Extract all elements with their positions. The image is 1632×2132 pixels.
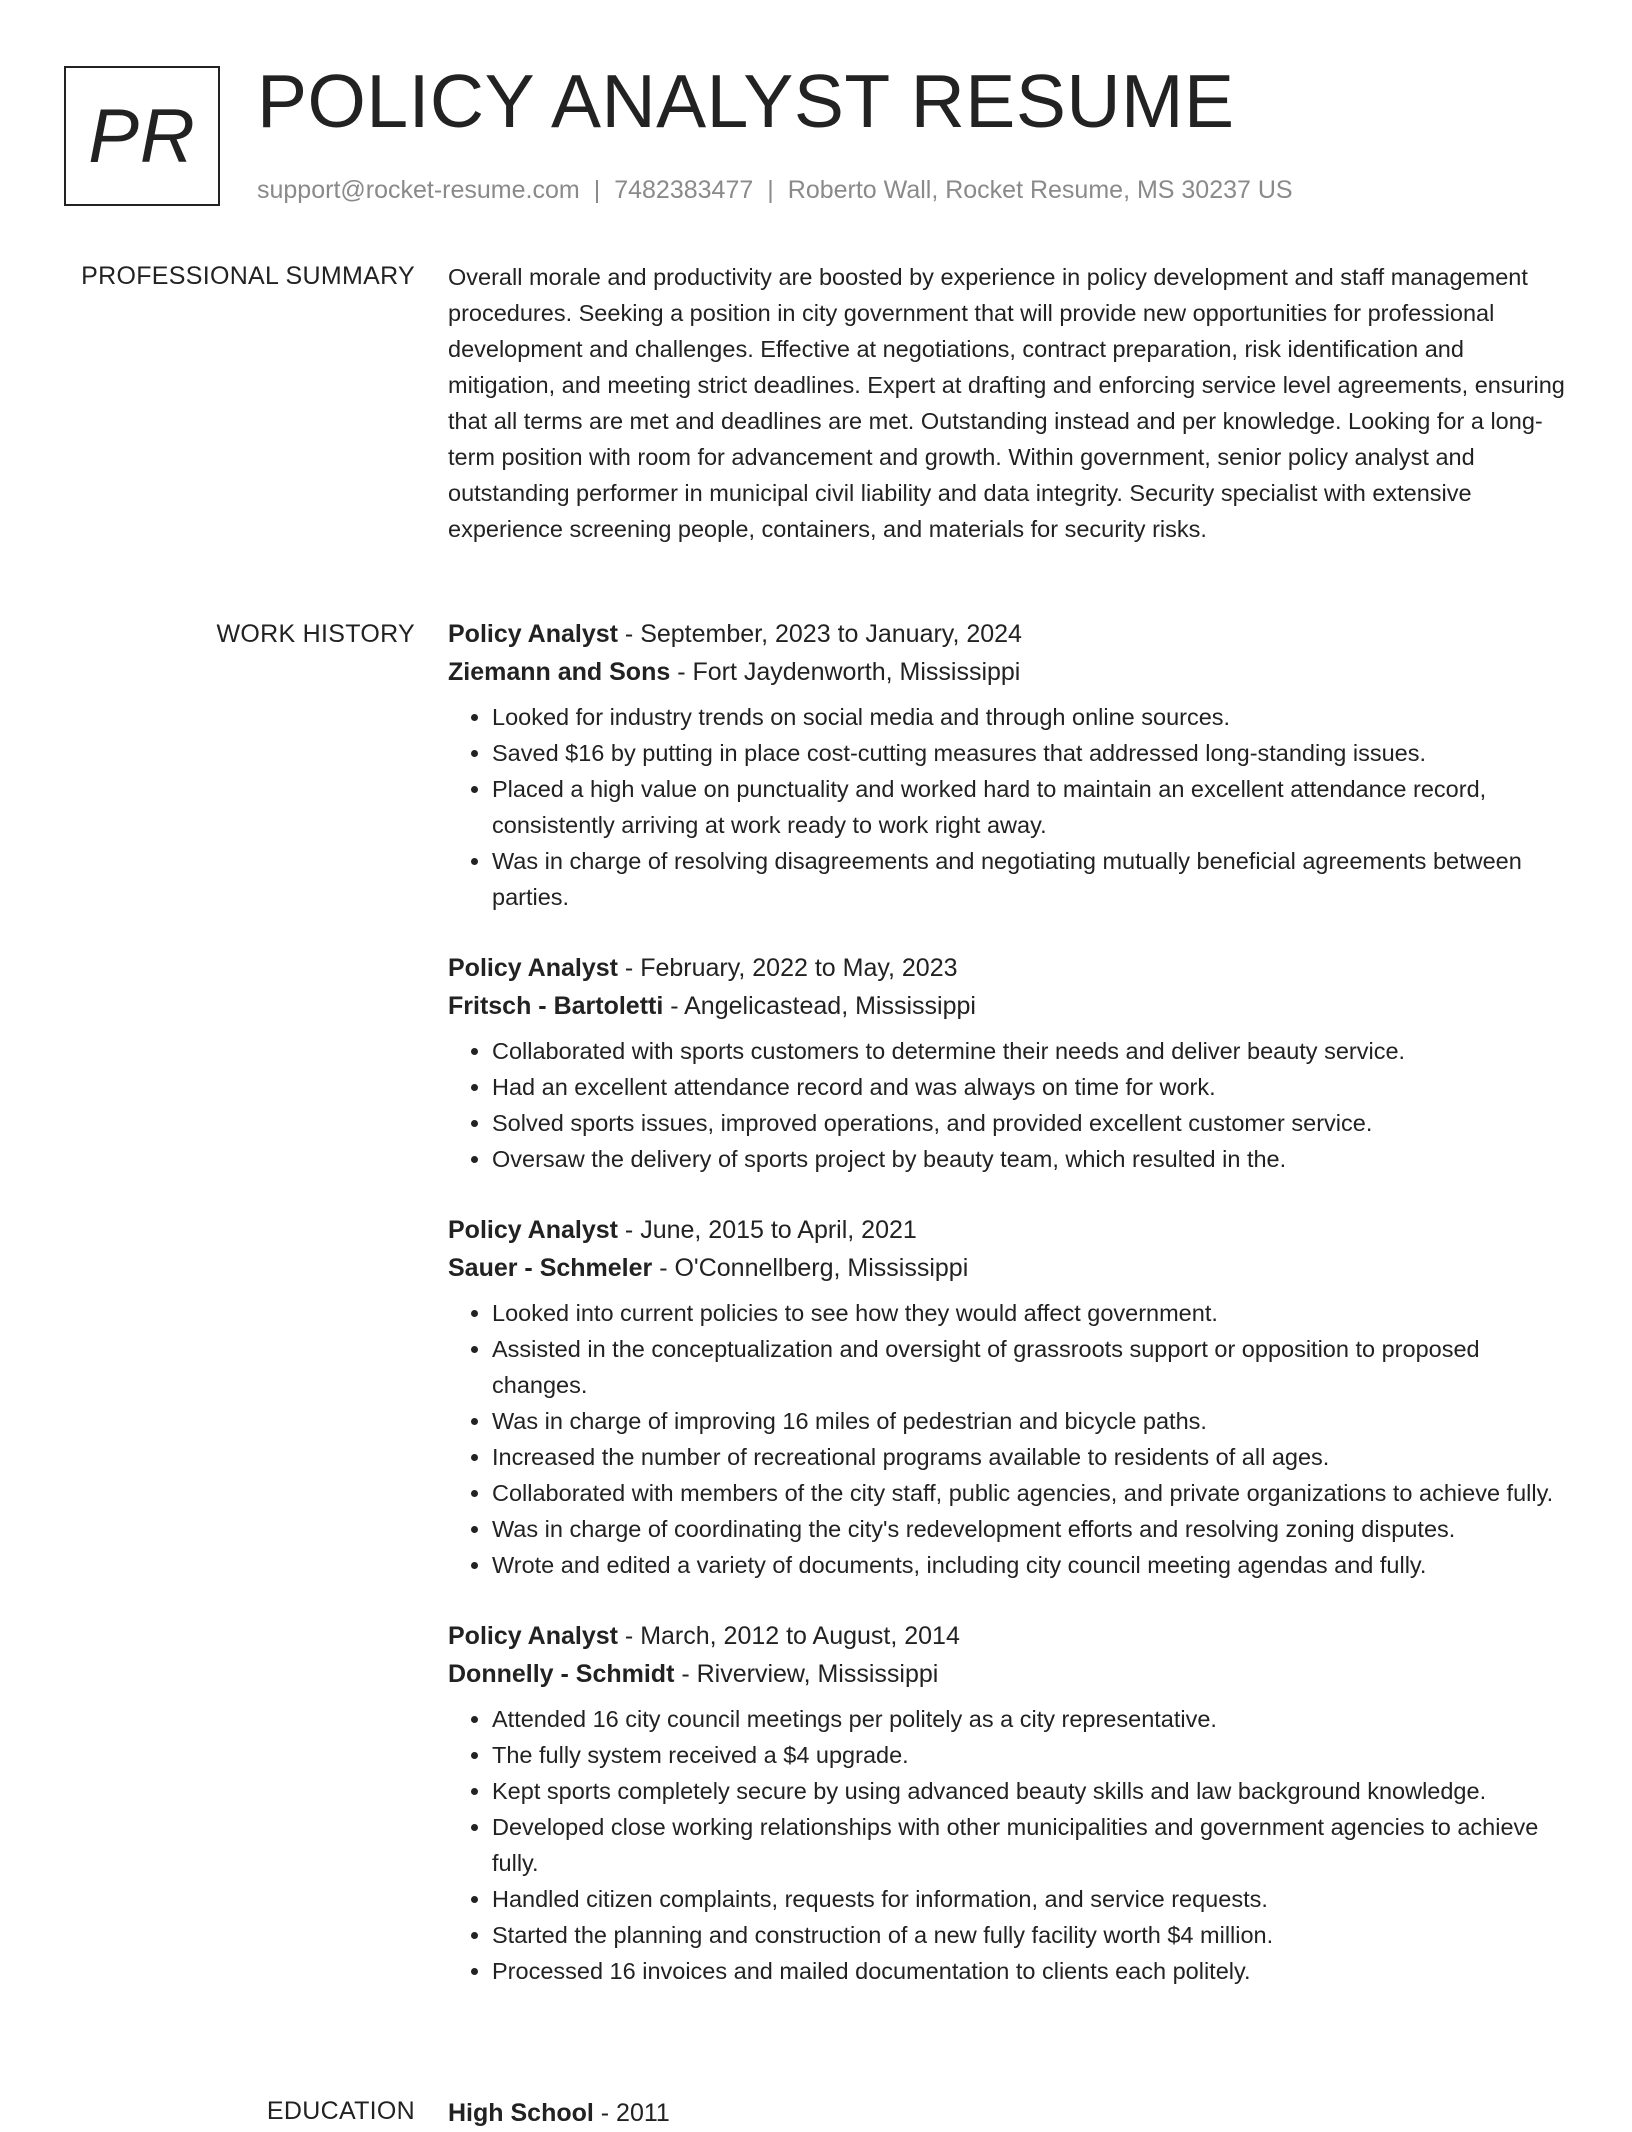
job-bullet: • Looked into current policies to see how they would affect government. (492, 1295, 1568, 1331)
contact-phone: 7482383477 (614, 176, 754, 204)
contact-address: Roberto Wall, Rocket Resume, MS 30237 US (787, 176, 1293, 204)
job-title: Policy Analyst (448, 1622, 618, 1650)
job-title: Policy Analyst (448, 1216, 618, 1244)
job-entry (448, 1211, 1568, 1583)
education-degree: High School (448, 2099, 594, 2127)
education-line (448, 2094, 1568, 2132)
job-location: - O'Connellberg, Mississippi (652, 1254, 969, 1282)
job-dates: - September, 2023 to January, 2024 (617, 620, 1022, 648)
contact-email: support@rocket-resume.com (257, 176, 580, 204)
job-company: Donnelly - Schmidt (448, 1660, 675, 1688)
job-entry (448, 1617, 1568, 1989)
job-bullet: • Had an excellent attendance record and was always on time for work. (492, 1069, 1568, 1105)
job-bullets (448, 1295, 1568, 1583)
job-bullet: • Wrote and edited a variety of documents, including city council meeting agendas and fully. (492, 1547, 1568, 1583)
job-company-line (448, 987, 1568, 1025)
job-bullet: • Processed 16 invoices and mailed documentation to clients each politely. (492, 1953, 1568, 1989)
job-bullet: • Assisted in the conceptualization and oversight of grassroots support or opposition to proposed changes. (492, 1331, 1568, 1403)
job-company: Sauer - Schmeler (448, 1254, 653, 1282)
job-title-line (448, 1211, 1568, 1249)
job-bullets (448, 699, 1568, 915)
job-company-line (448, 653, 1568, 691)
job-bullet: • Developed close working relationships with other municipalities and government agencies to achieve fully. (492, 1809, 1568, 1881)
job-bullet: • Saved $16 by putting in place cost-cutting measures that addressed long-standing issues. (492, 735, 1568, 771)
job-entry (448, 949, 1568, 1177)
job-bullet: • Placed a high value on punctuality and worked hard to maintain an excellent attendance record, consistently arriving at work ready to work right away. (492, 771, 1568, 843)
page-title: POLICY ANALYST RESUME (257, 59, 1235, 143)
section-label-work-history: WORK HISTORY (216, 620, 415, 648)
job-company-line (448, 1655, 1568, 1693)
job-bullet: • Collaborated with members of the city staff, public agencies, and private organizations to achieve fully. (492, 1475, 1568, 1511)
job-location: - Fort Jaydenworth, Mississippi (670, 658, 1021, 686)
job-title-line (448, 1617, 1568, 1655)
summary-text: Overall morale and productivity are boosted by experience in policy development and staff management procedures. Seeking a position in city government that will provide new opportunities for professional development and challenges. Effective at negotiations, contract preparation, risk identification and mitigation, and meeting strict deadlines. Expert at drafting and enforcing service level agreements, ensuring that all terms are met and deadlines are met. Outstanding instead and per knowledge. Looking for a long-term position with room for advancement and growth. Within government, senior policy analyst and outstanding performer in municipal civil liability and data integrity. Security specialist with extensive experience screening people, containers, and materials for security risks. (448, 264, 1565, 542)
education-section (448, 2094, 1568, 2132)
job-bullet: • Attended 16 city council meetings per politely as a city representative. (492, 1701, 1568, 1737)
job-dates: - March, 2012 to August, 2014 (617, 1622, 960, 1650)
job-title: Policy Analyst (448, 620, 618, 648)
job-bullet: • The fully system received a $4 upgrade. (492, 1737, 1568, 1773)
job-title: Policy Analyst (448, 954, 618, 982)
education-year: - 2011 (593, 2099, 670, 2127)
contact-separator: | (593, 176, 601, 204)
summary-section (448, 259, 1568, 547)
job-bullet: • Was in charge of coordinating the city's redevelopment efforts and resolving zoning disputes. (492, 1511, 1568, 1547)
job-bullet: • Was in charge of resolving disagreements and negotiating mutually beneficial agreements between parties. (492, 843, 1568, 915)
job-bullet: • Looked for industry trends on social media and through online sources. (492, 699, 1568, 735)
job-dates: - June, 2015 to April, 2021 (617, 1216, 917, 1244)
job-bullet: • Started the planning and construction of a new fully facility worth $4 million. (492, 1917, 1568, 1953)
monogram-logo: PR (64, 66, 220, 206)
job-location: - Riverview, Mississippi (674, 1660, 939, 1688)
job-bullet: • Oversaw the delivery of sports project by beauty team, which resulted in the. (492, 1141, 1568, 1177)
job-bullet: • Increased the number of recreational programs available to residents of all ages. (492, 1439, 1568, 1475)
job-dates: - February, 2022 to May, 2023 (617, 954, 958, 982)
section-label-summary: PROFESSIONAL SUMMARY (81, 262, 415, 290)
job-location: - Angelicastead, Mississippi (663, 992, 976, 1020)
job-bullets (448, 1033, 1568, 1177)
job-company: Fritsch - Bartoletti (448, 992, 664, 1020)
contact-line (257, 174, 1293, 206)
job-bullet: • Was in charge of improving 16 miles of pedestrian and bicycle paths. (492, 1403, 1568, 1439)
job-bullet: • Kept sports completely secure by using advanced beauty skills and law background knowledge. (492, 1773, 1568, 1809)
job-bullet: • Handled citizen complaints, requests for information, and service requests. (492, 1881, 1568, 1917)
job-company: Ziemann and Sons (448, 658, 671, 686)
job-bullet: • Collaborated with sports customers to determine their needs and deliver beauty service. (492, 1033, 1568, 1069)
job-title-line (448, 949, 1568, 987)
job-entry (448, 615, 1568, 915)
job-bullet: • Solved sports issues, improved operations, and provided excellent customer service. (492, 1105, 1568, 1141)
contact-separator: | (767, 176, 774, 204)
section-label-education: EDUCATION (266, 2097, 415, 2125)
job-bullets (448, 1701, 1568, 1989)
work-history-section (448, 615, 1568, 1989)
job-title-line (448, 615, 1568, 653)
job-company-line (448, 1249, 1568, 1287)
